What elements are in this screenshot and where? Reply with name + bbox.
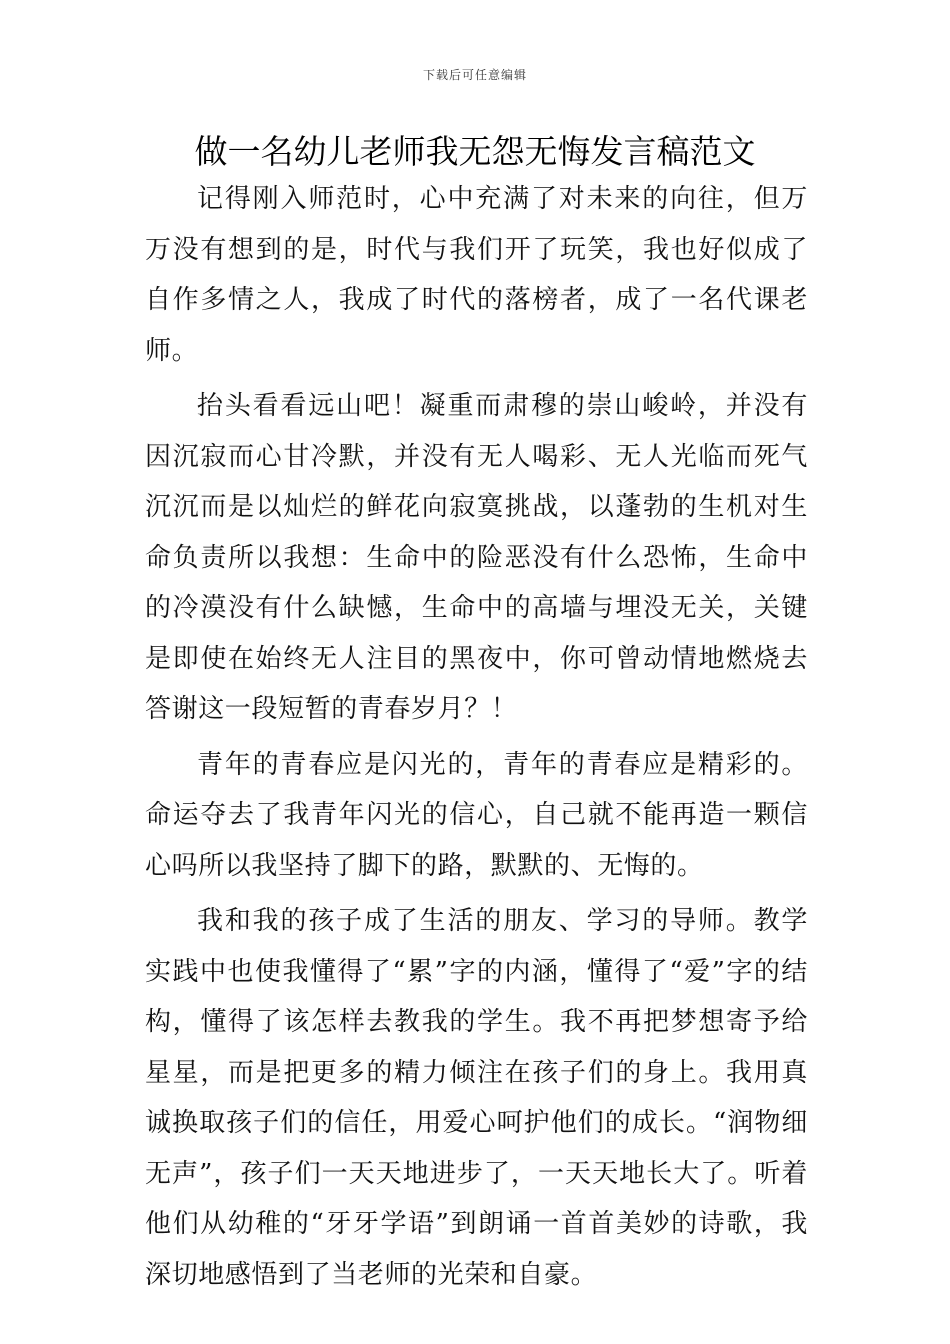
paragraph-2: 抬头看看远山吧！凝重而肃穆的崇山峻岭，并没有因沉寂而心甘冷默，并没有无人喝彩、无人光临而死气沉沉而是以灿烂的鲜花向寂寞挑战，以蓬勃的生机对生命负责所以我想：生命中的险恶没有什么恐怖，生命中的冷漠没有什么缺憾，生命中的高墙与埋没无关，关键是即使在始终无人注目的黑夜中，你可曾动情地燃烧去答谢这一段短暂的青春岁月？！ <box>145 391 808 724</box>
document-title: 做一名幼儿老师我无怨无悔发言稿范文 <box>194 132 756 171</box>
document-body <box>145 174 808 1305</box>
paragraph-3: 青年的青春应是闪光的，青年的青春应是精彩的。命运夺去了我青年闪光的信心，自己就不能再造一颗信心吗所以我坚持了脚下的路，默默的、无悔的。 <box>145 749 808 881</box>
paragraph-4: 我和我的孩子成了生活的朋友、学习的导师。教学实践中也使我懂得了“累”字的内涵，懂得了“爱”字的结构，懂得了该怎样去教我的学生。我不再把梦想寄予给星星，而是把更多的精力倾注在孩子们的身上。我用真诚换取孩子们的信任，用爱心呵护他们的成长。“润物细无声”，孩子们一天天地进步了，一天天地长大了。听着他们从幼稚的“牙牙学语”到朗诵一首首美妙的诗歌，我深切地感悟到了当老师的光荣和自豪。 <box>145 906 808 1290</box>
header-note: 下载后可任意编辑 <box>422 68 527 82</box>
paragraph-1: 记得刚入师范时，心中充满了对未来的向往，但万万没有想到的是，时代与我们开了玩笑，我也好似成了自作多情之人，我成了时代的落榜者，成了一名代课老师。 <box>145 184 808 366</box>
